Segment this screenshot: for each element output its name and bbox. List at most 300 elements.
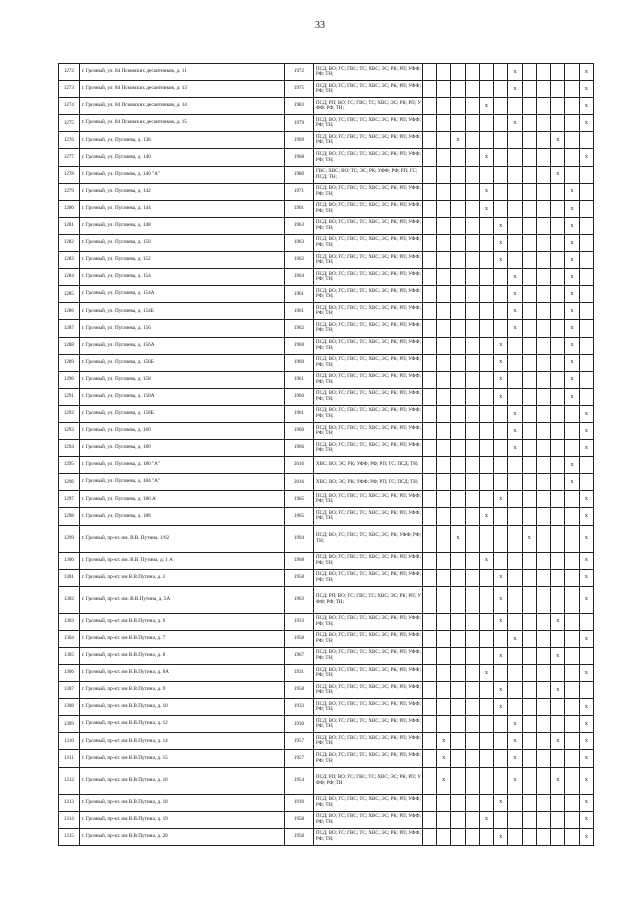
mark-cell: [522, 320, 536, 337]
row-year: 1960: [285, 388, 314, 405]
mark-cell: [465, 716, 479, 733]
mark-cell: [551, 405, 565, 422]
mark-cell: [536, 354, 550, 371]
mark-cell: [451, 183, 465, 200]
mark-cell: [437, 525, 451, 552]
row-address: г. Грозный, ул. Пугачева, д. 180: [79, 440, 284, 457]
row-works-list: ПСД; ВО; ГС; ГВС; ТС; ХВС; ЭС; РК; РП; УФФ; РФ; ТН;: [314, 337, 423, 354]
mark-cell: [508, 811, 522, 828]
row-year: 1961: [285, 286, 314, 303]
mark-cell: [465, 64, 479, 81]
mark-cell: [422, 750, 436, 767]
row-works-list: ПСД; ВО; ГС; ГВС; ТС; ХВС; ЭС; РК; РП; УФФ; РФ; ТН;: [314, 183, 423, 200]
mark-cell: [422, 569, 436, 586]
row-works-list: ПСД; ВО; ГС; ГВС; ТС; ХВС; ЭС; РК; РП; УФФ; РФ; ТН;: [314, 647, 423, 664]
mark-cell: х: [565, 234, 579, 251]
mark-cell: [494, 320, 508, 337]
mark-cell: [508, 586, 522, 613]
mark-cell: [465, 613, 479, 630]
mark-cell: х: [494, 682, 508, 699]
mark-cell: [437, 149, 451, 166]
mark-cell: [479, 286, 493, 303]
mark-cell: [422, 733, 436, 750]
mark-cell: [437, 98, 451, 115]
row-number: 1312: [59, 767, 80, 794]
mark-cell: [422, 166, 436, 183]
row-number: 1277: [59, 149, 80, 166]
mark-cell: [565, 508, 579, 525]
mark-cell: [437, 682, 451, 699]
row-works-list: ПСД; ВО; ГС; ГВС; ТС; ХВС; ЭС; РК; РП; УФФ; РФ; ТН;: [314, 354, 423, 371]
row-year: 1960: [285, 337, 314, 354]
row-year: 1962: [285, 320, 314, 337]
mark-cell: [479, 630, 493, 647]
mark-cell: [451, 234, 465, 251]
row-address: г. Грозный, ул. Пугачева, д. 160: [79, 422, 284, 439]
mark-cell: [508, 569, 522, 586]
mark-cell: [451, 474, 465, 491]
mark-cell: [536, 586, 550, 613]
mark-cell: [479, 166, 493, 183]
row-number: 1278: [59, 166, 80, 183]
mark-cell: х: [508, 716, 522, 733]
table-row: [59, 491, 594, 508]
mark-cell: [465, 811, 479, 828]
mark-cell: [465, 440, 479, 457]
row-number: 1272: [59, 64, 80, 81]
housing-register-table: [58, 63, 594, 846]
row-address: г. Грозный, ул. Пугачева, д. 158Б: [79, 405, 284, 422]
mark-cell: [536, 569, 550, 586]
row-number: 1305: [59, 647, 80, 664]
mark-cell: х: [579, 149, 593, 166]
mark-cell: [551, 440, 565, 457]
mark-cell: [422, 630, 436, 647]
mark-cell: [565, 552, 579, 569]
mark-cell: [451, 269, 465, 286]
mark-cell: х: [508, 320, 522, 337]
mark-cell: [422, 613, 436, 630]
mark-cell: [565, 422, 579, 439]
mark-cell: [494, 440, 508, 457]
mark-cell: [508, 252, 522, 269]
mark-cell: [551, 525, 565, 552]
mark-cell: х: [494, 586, 508, 613]
row-works-list: ПСД; ВО; ГС; ГВС; ТС; ХВС; ЭС; РК; РП; УФФ; РФ; ТН;: [314, 405, 423, 422]
mark-cell: [479, 132, 493, 149]
mark-cell: [579, 183, 593, 200]
mark-cell: [508, 371, 522, 388]
row-number: 1308: [59, 699, 80, 716]
mark-cell: х: [479, 149, 493, 166]
row-address: г. Грозный, пр-кт. им В.В.Путина, д. 10: [79, 699, 284, 716]
mark-cell: [565, 767, 579, 794]
row-address: г. Грозный, ул. Пугачева, д. 156: [79, 320, 284, 337]
table-row: [59, 303, 594, 320]
mark-cell: [479, 569, 493, 586]
row-year: 1994: [285, 525, 314, 552]
table-row: [59, 682, 594, 699]
mark-cell: [422, 64, 436, 81]
mark-cell: [522, 183, 536, 200]
mark-cell: [465, 508, 479, 525]
mark-cell: [465, 750, 479, 767]
mark-cell: [451, 491, 465, 508]
mark-cell: [536, 183, 550, 200]
mark-cell: [494, 716, 508, 733]
mark-cell: [494, 630, 508, 647]
row-works-list: ПСД; ВО; ГС; ГВС; ТС; ХВС; ЭС; РК; РП; УФФ; РФ; ТН;: [314, 64, 423, 81]
mark-cell: [437, 81, 451, 98]
mark-cell: [522, 716, 536, 733]
mark-cell: [479, 699, 493, 716]
mark-cell: [536, 665, 550, 682]
mark-cell: [422, 320, 436, 337]
mark-cell: [565, 750, 579, 767]
row-works-list: ПСД; ВО; ГС; ГВС; ТС; ХВС; ЭС; РК; РП; УФФ; РФ; ТН;: [314, 613, 423, 630]
mark-cell: [451, 371, 465, 388]
mark-cell: х: [494, 491, 508, 508]
row-year: 2016: [285, 474, 314, 491]
mark-cell: [579, 647, 593, 664]
mark-cell: х: [451, 132, 465, 149]
mark-cell: [565, 647, 579, 664]
row-year: 1958: [285, 828, 314, 845]
mark-cell: [522, 217, 536, 234]
row-number: 1281: [59, 217, 80, 234]
mark-cell: [579, 388, 593, 405]
mark-cell: [479, 767, 493, 794]
mark-cell: [422, 828, 436, 845]
row-number: 1297: [59, 491, 80, 508]
mark-cell: [422, 682, 436, 699]
mark-cell: [437, 828, 451, 845]
mark-cell: [579, 474, 593, 491]
mark-cell: [465, 183, 479, 200]
mark-cell: [579, 234, 593, 251]
row-address: г. Грозный, пр-кт. им В.В.Путина, д. 2: [79, 569, 284, 586]
mark-cell: х: [565, 269, 579, 286]
mark-cell: [536, 767, 550, 794]
mark-cell: [536, 508, 550, 525]
mark-cell: [465, 371, 479, 388]
mark-cell: [494, 457, 508, 474]
row-year: 1961: [285, 303, 314, 320]
mark-cell: [451, 457, 465, 474]
mark-cell: [451, 64, 465, 81]
row-works-list: ПСД; ВО; ГС; ГВС; ТС; ХВС; ЭС; РК; РП; УФФ; РФ; ТН;: [314, 828, 423, 845]
mark-cell: [437, 811, 451, 828]
mark-cell: [465, 234, 479, 251]
mark-cell: [508, 200, 522, 217]
table-row: [59, 422, 594, 439]
table-row: [59, 234, 594, 251]
row-address: г. Грозный, ул. 84 Псковских десантников, д. 15: [79, 115, 284, 132]
row-year: 1961: [285, 200, 314, 217]
mark-cell: [479, 64, 493, 81]
mark-cell: [565, 491, 579, 508]
row-number: 1288: [59, 337, 80, 354]
mark-cell: [451, 613, 465, 630]
mark-cell: [451, 665, 465, 682]
mark-cell: [551, 303, 565, 320]
mark-cell: х: [565, 217, 579, 234]
mark-cell: [451, 388, 465, 405]
table-row: [59, 337, 594, 354]
mark-cell: х: [565, 354, 579, 371]
mark-cell: х: [494, 217, 508, 234]
mark-cell: [494, 750, 508, 767]
mark-cell: [579, 217, 593, 234]
mark-cell: [565, 665, 579, 682]
table-row: [59, 149, 594, 166]
mark-cell: [522, 569, 536, 586]
mark-cell: [536, 269, 550, 286]
mark-cell: х: [494, 234, 508, 251]
mark-cell: [437, 234, 451, 251]
mark-cell: [465, 303, 479, 320]
mark-cell: [536, 371, 550, 388]
mark-cell: [479, 750, 493, 767]
mark-cell: [479, 217, 493, 234]
mark-cell: [522, 474, 536, 491]
mark-cell: [437, 217, 451, 234]
mark-cell: [422, 303, 436, 320]
mark-cell: [579, 269, 593, 286]
table-row: [59, 286, 594, 303]
table-row: [59, 200, 594, 217]
mark-cell: х: [579, 733, 593, 750]
row-works-list: ПСД; ВО; ГС; ГВС; ТС; ХВС; ЭС; РК; РП; УФФ; РФ; ТН;: [314, 252, 423, 269]
table-row: [59, 388, 594, 405]
mark-cell: [437, 569, 451, 586]
mark-cell: [479, 647, 493, 664]
mark-cell: [451, 508, 465, 525]
row-number: 1280: [59, 200, 80, 217]
mark-cell: х: [508, 81, 522, 98]
row-year: 1962: [285, 252, 314, 269]
row-address: г. Грозный, ул. Пугачева, д. 180 "А": [79, 457, 284, 474]
mark-cell: [465, 405, 479, 422]
row-address: г. Грозный, пр-кт. им В.В.Путина, д. 7: [79, 630, 284, 647]
mark-cell: [422, 405, 436, 422]
mark-cell: [437, 286, 451, 303]
mark-cell: [479, 525, 493, 552]
mark-cell: [508, 166, 522, 183]
mark-cell: [494, 508, 508, 525]
mark-cell: х: [579, 491, 593, 508]
mark-cell: [451, 81, 465, 98]
mark-cell: х: [522, 525, 536, 552]
mark-cell: [536, 552, 550, 569]
mark-cell: [536, 217, 550, 234]
mark-cell: [465, 682, 479, 699]
table-row: [59, 508, 594, 525]
mark-cell: х: [565, 474, 579, 491]
mark-cell: [451, 98, 465, 115]
mark-cell: [422, 286, 436, 303]
mark-cell: [479, 828, 493, 845]
mark-cell: [437, 252, 451, 269]
row-year: 1967: [285, 647, 314, 664]
mark-cell: [451, 405, 465, 422]
mark-cell: х: [494, 569, 508, 586]
mark-cell: [422, 200, 436, 217]
mark-cell: [479, 371, 493, 388]
mark-cell: [437, 320, 451, 337]
mark-cell: [437, 552, 451, 569]
mark-cell: [479, 337, 493, 354]
mark-cell: [465, 491, 479, 508]
table-row: [59, 569, 594, 586]
mark-cell: х: [579, 525, 593, 552]
table-row: [59, 440, 594, 457]
mark-cell: [451, 354, 465, 371]
mark-cell: [465, 337, 479, 354]
mark-cell: [494, 132, 508, 149]
mark-cell: х: [551, 132, 565, 149]
mark-cell: [494, 552, 508, 569]
row-works-list: ПСД; ВО; ГС; ГВС; ТС; ХВС; ЭС; РК; УФФ; РФ; ТН;: [314, 525, 423, 552]
mark-cell: [551, 491, 565, 508]
mark-cell: [565, 132, 579, 149]
mark-cell: [422, 354, 436, 371]
mark-cell: [437, 200, 451, 217]
mark-cell: [522, 388, 536, 405]
mark-cell: [551, 586, 565, 613]
mark-cell: [465, 166, 479, 183]
mark-cell: [437, 716, 451, 733]
mark-cell: [422, 508, 436, 525]
mark-cell: [422, 767, 436, 794]
mark-cell: [522, 149, 536, 166]
mark-cell: х: [508, 767, 522, 794]
mark-cell: [422, 552, 436, 569]
mark-cell: [536, 320, 550, 337]
mark-cell: [522, 166, 536, 183]
mark-cell: [536, 132, 550, 149]
row-address: г. Грозный, ул. Пугачева, д. 152: [79, 252, 284, 269]
mark-cell: [479, 320, 493, 337]
mark-cell: [522, 440, 536, 457]
mark-cell: х: [479, 552, 493, 569]
mark-cell: [522, 491, 536, 508]
mark-cell: [479, 682, 493, 699]
mark-cell: х: [565, 388, 579, 405]
row-works-list: ПСД; ВО; ГС; ГВС; ТС; ХВС; ЭС; РК; РП; УФФ; РФ; ТН;: [314, 682, 423, 699]
mark-cell: х: [451, 525, 465, 552]
row-number: 1292: [59, 405, 80, 422]
mark-cell: [465, 586, 479, 613]
row-works-list: ПСД; ВО; ГС; ГВС; ТС; ХВС; ЭС; РК; РП; УФФ; РФ; ТН;: [314, 269, 423, 286]
mark-cell: х: [579, 750, 593, 767]
row-works-list: ПСД; ВО; ГС; ГВС; ТС; ХВС; ЭС; РК; РП; УФФ; РФ; ТН;: [314, 665, 423, 682]
row-year: 1972: [285, 64, 314, 81]
row-address: г. Грозный, пр-кт. им В.В.Путина, д. 8: [79, 647, 284, 664]
mark-cell: х: [494, 354, 508, 371]
row-year: 1931: [285, 665, 314, 682]
mark-cell: [508, 354, 522, 371]
mark-cell: [451, 115, 465, 132]
mark-cell: [536, 750, 550, 767]
mark-cell: [522, 665, 536, 682]
mark-cell: [465, 115, 479, 132]
table-row: [59, 613, 594, 630]
row-works-list: ПСД; ВО; ГС; ГВС; ТС; ХВС; ЭС; РК; РП; УФФ; РФ; ТН;: [314, 440, 423, 457]
mark-cell: [522, 750, 536, 767]
row-number: 1313: [59, 794, 80, 811]
mark-cell: х: [508, 422, 522, 439]
mark-cell: [451, 828, 465, 845]
mark-cell: [522, 286, 536, 303]
mark-cell: [451, 569, 465, 586]
mark-cell: [451, 217, 465, 234]
mark-cell: [479, 716, 493, 733]
mark-cell: [522, 200, 536, 217]
mark-cell: [579, 303, 593, 320]
mark-cell: [551, 699, 565, 716]
row-address: г. Грозный, ул. 84 Псковских десантников, д. 13: [79, 81, 284, 98]
mark-cell: [494, 115, 508, 132]
mark-cell: [565, 569, 579, 586]
row-year: 1983: [285, 98, 314, 115]
row-works-list: ПСД; ВО; ГС; ГВС; ТС; ХВС; ЭС; РК; РП; УФФ; РФ; ТН;: [314, 422, 423, 439]
mark-cell: [551, 234, 565, 251]
mark-cell: [536, 716, 550, 733]
mark-cell: х: [551, 733, 565, 750]
mark-cell: [536, 794, 550, 811]
row-address: г. Грозный, пр-кт. им В.В.Путина, д. 20: [79, 828, 284, 845]
table-row: [59, 320, 594, 337]
mark-cell: [451, 252, 465, 269]
mark-cell: [437, 508, 451, 525]
mark-cell: х: [508, 286, 522, 303]
row-year: 1958: [285, 569, 314, 586]
row-works-list: ПСД; ВО; ГС; ГВС; ТС; ХВС; ЭС; РК; РП; УФФ; РФ; ТН;: [314, 132, 423, 149]
mark-cell: х: [565, 337, 579, 354]
row-number: 1307: [59, 682, 80, 699]
row-year: 1954: [285, 767, 314, 794]
mark-cell: [551, 750, 565, 767]
mark-cell: [522, 115, 536, 132]
mark-cell: [465, 525, 479, 552]
row-address: г. Грозный, пр-кт. им. В.В.Путина, д. 5А: [79, 586, 284, 613]
mark-cell: [451, 286, 465, 303]
mark-cell: [565, 613, 579, 630]
mark-cell: [551, 337, 565, 354]
mark-cell: [465, 252, 479, 269]
mark-cell: [451, 767, 465, 794]
row-number: 1315: [59, 828, 80, 845]
row-number: 1298: [59, 508, 80, 525]
mark-cell: [422, 115, 436, 132]
mark-cell: [479, 586, 493, 613]
row-works-list: ПСД; ВО; ГС; ГВС; ТС; ХВС; ЭС; РК; РП; УФФ; РФ; ТН;: [314, 320, 423, 337]
mark-cell: х: [479, 183, 493, 200]
mark-cell: [422, 149, 436, 166]
mark-cell: [479, 269, 493, 286]
mark-cell: [479, 491, 493, 508]
mark-cell: [437, 388, 451, 405]
table-row: [59, 98, 594, 115]
mark-cell: [451, 811, 465, 828]
mark-cell: [451, 682, 465, 699]
row-address: г. Грозный, пр-кт. им. В.В. Путина, д. 1 А: [79, 552, 284, 569]
mark-cell: х: [579, 767, 593, 794]
mark-cell: [508, 474, 522, 491]
mark-cell: [465, 457, 479, 474]
mark-cell: [522, 405, 536, 422]
